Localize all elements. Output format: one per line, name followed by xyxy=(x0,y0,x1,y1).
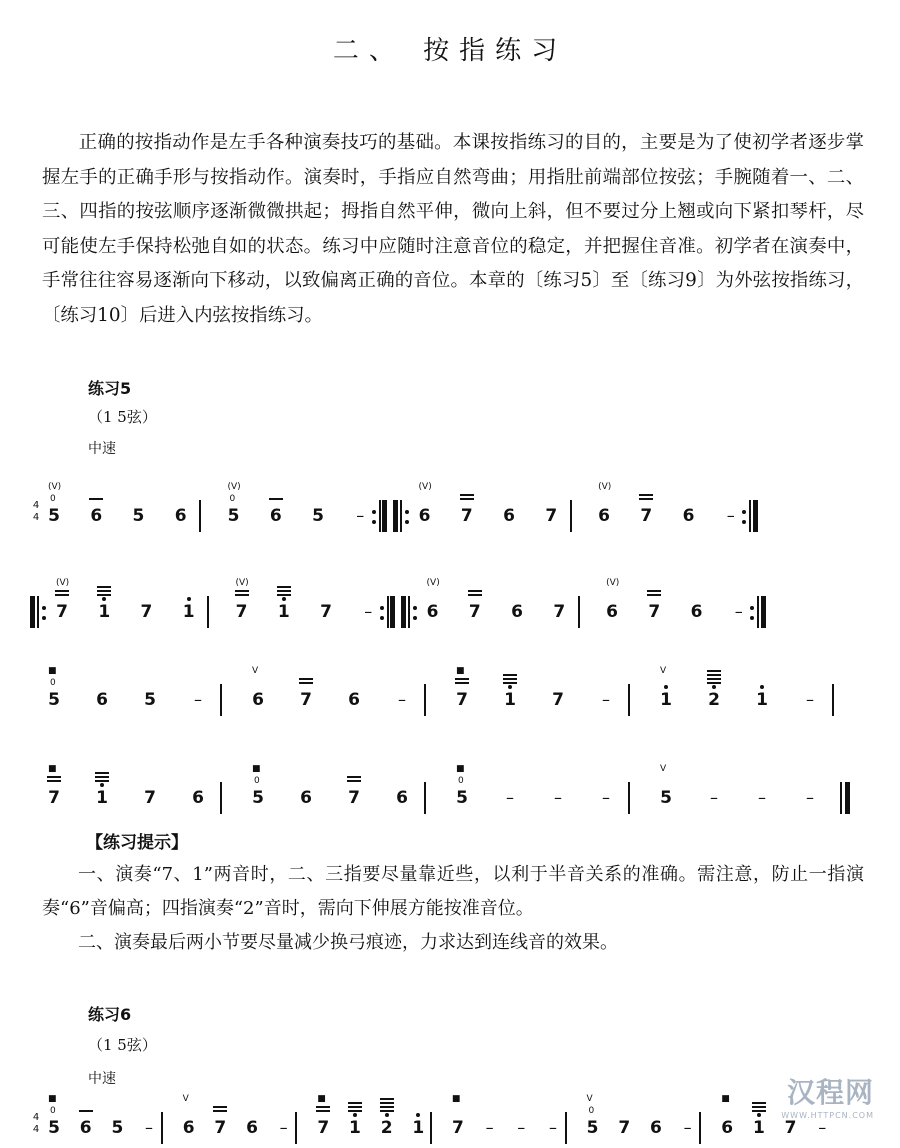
note: 7 xyxy=(784,1118,797,1138)
tip-item-1: 一、演奏“7、1”两音时，二、三指要尽量靠近些，以利于半音关系的准确。需注意，防止一指演奏“6”音偏高；四指演奏“2”音时，需向下伸展方能按准音位。 xyxy=(42,864,864,919)
repeat-dots xyxy=(372,508,376,526)
finger-mark xyxy=(316,1106,330,1108)
finger-mark xyxy=(639,498,653,500)
exercise-5-staff-row-1 xyxy=(30,470,870,536)
note: 6 xyxy=(598,506,610,526)
finger-mark xyxy=(97,594,111,596)
note: 7 xyxy=(300,690,312,710)
note: 7 xyxy=(451,1118,464,1138)
watermark-logo xyxy=(781,1071,874,1120)
note: 5 xyxy=(456,788,468,808)
sustain-dash: – xyxy=(806,788,814,807)
barline xyxy=(430,1112,432,1144)
exercise-6-strings: （1 5弦） xyxy=(88,1036,157,1054)
bowing-mark: ■ xyxy=(252,764,261,774)
note: 7 xyxy=(144,788,156,808)
finger-mark xyxy=(95,772,109,774)
finger-mark xyxy=(468,590,482,592)
open-string-mark: 0 xyxy=(50,1106,56,1116)
bowing-mark: (V) xyxy=(48,482,62,492)
finger-mark xyxy=(647,590,661,592)
tips-heading: 【练习提示】 xyxy=(86,833,188,853)
bowing-mark: (V) xyxy=(56,578,70,588)
sustain-dash: – xyxy=(602,788,610,807)
note: 1 xyxy=(347,1118,363,1138)
finger-mark xyxy=(460,498,474,500)
barline-thick xyxy=(393,500,398,532)
finger-mark xyxy=(55,590,69,592)
bowing-mark: ■ xyxy=(451,1094,461,1104)
note: 6 xyxy=(503,506,515,526)
high-octave-dot xyxy=(416,1113,420,1117)
finger-mark xyxy=(503,678,517,680)
finger-mark xyxy=(235,590,249,592)
barline xyxy=(628,684,630,716)
open-string-mark: 0 xyxy=(50,494,56,504)
barline-thick xyxy=(845,782,850,814)
note: 5 xyxy=(252,788,264,808)
note: 7 xyxy=(456,690,468,710)
sustain-dash: – xyxy=(734,602,743,621)
note: 6 xyxy=(246,1118,258,1138)
finger-mark xyxy=(639,494,653,496)
sustain-dash: – xyxy=(726,506,735,525)
sustain-dash: – xyxy=(194,690,202,709)
note: 1 xyxy=(410,1118,426,1138)
intro-paragraph: 正确的按指动作是左手各种演奏技巧的基础。本课按指练习的目的，主要是为了使初学者逐步掌握左手的正确手形与按指动作。演奏时，手指应自然弯曲；用指肚前端部位按弦；手腕随着一、二、三、四指的按弦顺序逐渐微微拱起；拇指自然平伸，微向上斜，但不要过分上翘或向下紧扣琴杆，尽可能使左手保持松弛自如的状态。练习中应随时注意音位的稳定，并把握住音准。初学者在演奏中，手常往往容易逐渐向下移动，以致偏离正确的音位。本章的〔练习5〕至〔练习9〕为外弦按指练习，〔练习10〕后进入内弦按指练习。 xyxy=(42,132,864,326)
sustain-dash: – xyxy=(806,690,814,709)
repeat-dots xyxy=(413,604,417,622)
finger-mark xyxy=(460,494,474,496)
bowing-mark: V xyxy=(252,666,259,676)
finger-mark xyxy=(299,682,313,684)
barline xyxy=(840,782,842,814)
barline xyxy=(565,1112,567,1144)
note: 7 xyxy=(348,788,360,808)
note: 7 xyxy=(552,690,564,710)
high-octave-dot xyxy=(664,685,668,689)
bowing-mark: ■ xyxy=(456,764,465,774)
finger-mark xyxy=(752,1106,766,1108)
sustain-dash: – xyxy=(818,1118,827,1137)
note: 6 xyxy=(396,788,408,808)
note: 7 xyxy=(56,602,68,622)
bowing-mark: V xyxy=(660,764,667,774)
note: 7 xyxy=(460,506,473,526)
finger-mark xyxy=(95,780,109,782)
finger-mark xyxy=(348,1102,362,1104)
finger-mark xyxy=(380,1110,394,1112)
note: 2 xyxy=(706,690,722,710)
note: 6 xyxy=(426,602,439,622)
note: 5 xyxy=(312,506,324,526)
high-octave-dot xyxy=(757,1113,761,1117)
sustain-dash: – xyxy=(554,788,562,807)
exercise-5-title: 练习5 xyxy=(88,379,132,398)
note: 6 xyxy=(682,506,695,526)
barline xyxy=(699,1112,701,1144)
finger-mark xyxy=(707,670,721,672)
sustain-dash: – xyxy=(279,1118,288,1137)
finger-mark xyxy=(707,674,721,676)
barline xyxy=(408,596,410,628)
finger-mark xyxy=(647,594,661,596)
finger-mark xyxy=(316,1110,330,1112)
note: 7 xyxy=(140,602,153,622)
finger-mark xyxy=(455,678,469,680)
finger-mark xyxy=(468,594,482,596)
note: 7 xyxy=(317,1118,330,1138)
open-string-mark: 0 xyxy=(588,1106,595,1116)
note: 6 xyxy=(511,602,523,622)
note: 1 xyxy=(181,602,197,622)
note: 6 xyxy=(79,1118,92,1138)
barline xyxy=(207,596,209,628)
repeat-dots xyxy=(42,604,46,622)
bowing-mark: ■ xyxy=(48,666,57,676)
open-string-mark: 0 xyxy=(458,776,464,786)
exercise-5-staff-row-3 xyxy=(30,654,870,720)
note: 6 xyxy=(174,506,187,526)
note: 5 xyxy=(227,506,240,526)
note: 5 xyxy=(144,690,156,710)
sustain-dash: – xyxy=(758,788,766,807)
note: 5 xyxy=(132,506,145,526)
note: 7 xyxy=(618,1118,631,1138)
note: 5 xyxy=(48,1118,60,1138)
finger-mark xyxy=(55,594,69,596)
barline xyxy=(578,596,580,628)
barline xyxy=(749,500,751,532)
finger-mark xyxy=(213,1110,227,1112)
barline-thick xyxy=(753,500,758,532)
finger-mark xyxy=(380,1106,394,1108)
repeat-dots xyxy=(750,604,754,622)
finger-mark xyxy=(752,1102,766,1104)
finger-mark xyxy=(95,776,109,778)
finger-mark xyxy=(348,1106,362,1108)
bowing-mark: (V) xyxy=(598,482,612,492)
barline xyxy=(37,596,39,628)
note: 1 xyxy=(754,690,770,710)
note: 7 xyxy=(48,788,60,808)
barline xyxy=(757,596,759,628)
exercise-6-staff-row-1 xyxy=(30,1082,870,1148)
exercise-6-title: 练习6 xyxy=(88,1005,132,1024)
barline-thick xyxy=(30,596,35,628)
high-octave-dot xyxy=(353,1113,357,1117)
note: 7 xyxy=(648,602,661,622)
high-octave-dot xyxy=(508,685,512,689)
finger-mark xyxy=(277,594,291,596)
note: 7 xyxy=(214,1118,227,1138)
note: 6 xyxy=(252,690,264,710)
bowing-mark: V xyxy=(660,666,667,676)
barline xyxy=(295,1112,297,1144)
bowing-mark: (V) xyxy=(426,578,440,588)
bowing-mark: ■ xyxy=(456,666,465,676)
finger-mark xyxy=(89,498,103,500)
finger-mark xyxy=(503,682,517,684)
barline xyxy=(424,684,426,716)
note: 6 xyxy=(90,506,103,526)
bowing-mark: (V) xyxy=(418,482,432,492)
finger-mark xyxy=(380,1098,394,1100)
page-title: 二、 按指练习 xyxy=(332,36,568,66)
open-string-mark: 0 xyxy=(229,494,236,504)
high-octave-dot xyxy=(282,597,286,601)
finger-mark xyxy=(707,682,721,684)
finger-mark xyxy=(455,682,469,684)
exercise-5-staff-row-2 xyxy=(30,566,870,632)
barline-thick xyxy=(390,596,395,628)
repeat-dots xyxy=(380,604,384,622)
finger-mark xyxy=(213,1106,227,1108)
finger-mark xyxy=(79,1110,93,1112)
note: 5 xyxy=(48,690,60,710)
barline-thick xyxy=(761,596,766,628)
watermark-url: WWW.HTTPCN.COM xyxy=(781,1111,874,1120)
note: 7 xyxy=(468,602,481,622)
bowing-mark: (V) xyxy=(227,482,241,492)
bowing-mark: V xyxy=(586,1094,593,1104)
time-signature: 4 4 xyxy=(32,1112,40,1135)
note: 1 xyxy=(96,602,112,622)
note: 5 xyxy=(660,788,672,808)
note: 5 xyxy=(586,1118,599,1138)
note: 6 xyxy=(182,1118,195,1138)
barline xyxy=(832,684,834,716)
finger-mark xyxy=(97,590,111,592)
finger-mark xyxy=(347,780,361,782)
note: 6 xyxy=(606,602,618,622)
note: 7 xyxy=(320,602,332,622)
note: 1 xyxy=(751,1118,767,1138)
barline xyxy=(424,782,426,814)
note: 7 xyxy=(235,602,248,622)
sustain-dash: – xyxy=(548,1118,557,1137)
note: 6 xyxy=(269,506,282,526)
high-octave-dot xyxy=(102,597,106,601)
repeat-dots xyxy=(405,508,409,526)
sustain-dash: – xyxy=(364,602,373,621)
bowing-mark: ■ xyxy=(48,764,57,774)
note: 6 xyxy=(348,690,360,710)
finger-mark xyxy=(752,1110,766,1112)
finger-mark xyxy=(347,776,361,778)
sustain-dash: – xyxy=(485,1118,494,1137)
barline-thick xyxy=(382,500,387,532)
note: 2 xyxy=(379,1118,395,1138)
open-string-mark: 0 xyxy=(254,776,260,786)
sustain-dash: – xyxy=(602,690,610,709)
note: 1 xyxy=(502,690,518,710)
finger-mark xyxy=(299,678,313,680)
note: 5 xyxy=(48,506,60,526)
note: 1 xyxy=(276,602,292,622)
bowing-mark: ■ xyxy=(48,1094,57,1104)
bowing-mark: (V) xyxy=(235,578,249,588)
high-octave-dot xyxy=(100,783,104,787)
watermark-text: 汉程网 xyxy=(786,1076,874,1109)
note: 6 xyxy=(649,1118,662,1138)
note: 6 xyxy=(418,506,431,526)
finger-mark xyxy=(380,1102,394,1104)
finger-mark xyxy=(269,498,283,500)
note: 7 xyxy=(640,506,653,526)
tip-item-2: 二、演奏最后两小节要尽量减少换弓痕迹，力求达到连线音的效果。 xyxy=(78,932,618,953)
finger-mark xyxy=(47,776,61,778)
note: 6 xyxy=(96,690,108,710)
note: 5 xyxy=(111,1118,124,1138)
note: 1 xyxy=(94,788,110,808)
exercise-6-tempo: 中速 xyxy=(88,1071,116,1087)
bowing-mark: (V) xyxy=(606,578,620,588)
finger-mark xyxy=(503,674,517,676)
sustain-dash: – xyxy=(398,690,406,709)
exercise-5-staff-row-4 xyxy=(30,752,870,818)
finger-mark xyxy=(277,586,291,588)
sustain-dash: – xyxy=(145,1118,154,1137)
bowing-mark: ■ xyxy=(317,1094,326,1104)
high-octave-dot xyxy=(385,1113,389,1117)
barline xyxy=(220,684,222,716)
note: 7 xyxy=(545,506,558,526)
note: 6 xyxy=(192,788,204,808)
sustain-dash: – xyxy=(683,1118,692,1137)
sustain-dash: – xyxy=(710,788,718,807)
finger-mark xyxy=(97,586,111,588)
exercise-5-tempo: 中速 xyxy=(88,441,116,457)
note: 6 xyxy=(721,1118,734,1138)
finger-mark xyxy=(235,594,249,596)
sustain-dash: – xyxy=(356,506,365,525)
repeat-dots xyxy=(742,508,746,526)
barline xyxy=(199,500,201,532)
barline xyxy=(220,782,222,814)
finger-mark xyxy=(348,1110,362,1112)
barline xyxy=(570,500,572,532)
sustain-dash: – xyxy=(506,788,514,807)
barline xyxy=(400,500,402,532)
bowing-mark: V xyxy=(182,1094,189,1104)
finger-mark xyxy=(277,590,291,592)
open-string-mark: 0 xyxy=(50,678,56,688)
note: 1 xyxy=(658,690,674,710)
note: 7 xyxy=(553,602,566,622)
finger-mark xyxy=(707,678,721,680)
barline xyxy=(161,1112,163,1144)
note: 6 xyxy=(300,788,312,808)
note: 6 xyxy=(690,602,703,622)
finger-mark xyxy=(47,780,61,782)
barline xyxy=(379,500,381,532)
barline xyxy=(628,782,630,814)
bowing-mark: ■ xyxy=(721,1094,730,1104)
high-octave-dot xyxy=(760,685,764,689)
barline xyxy=(387,596,389,628)
sustain-dash: – xyxy=(517,1118,526,1137)
high-octave-dot xyxy=(712,685,716,689)
time-signature: 4 4 xyxy=(32,500,40,523)
high-octave-dot xyxy=(187,597,191,601)
barline-thick xyxy=(401,596,406,628)
exercise-5-strings: （1 5弦） xyxy=(88,408,157,426)
